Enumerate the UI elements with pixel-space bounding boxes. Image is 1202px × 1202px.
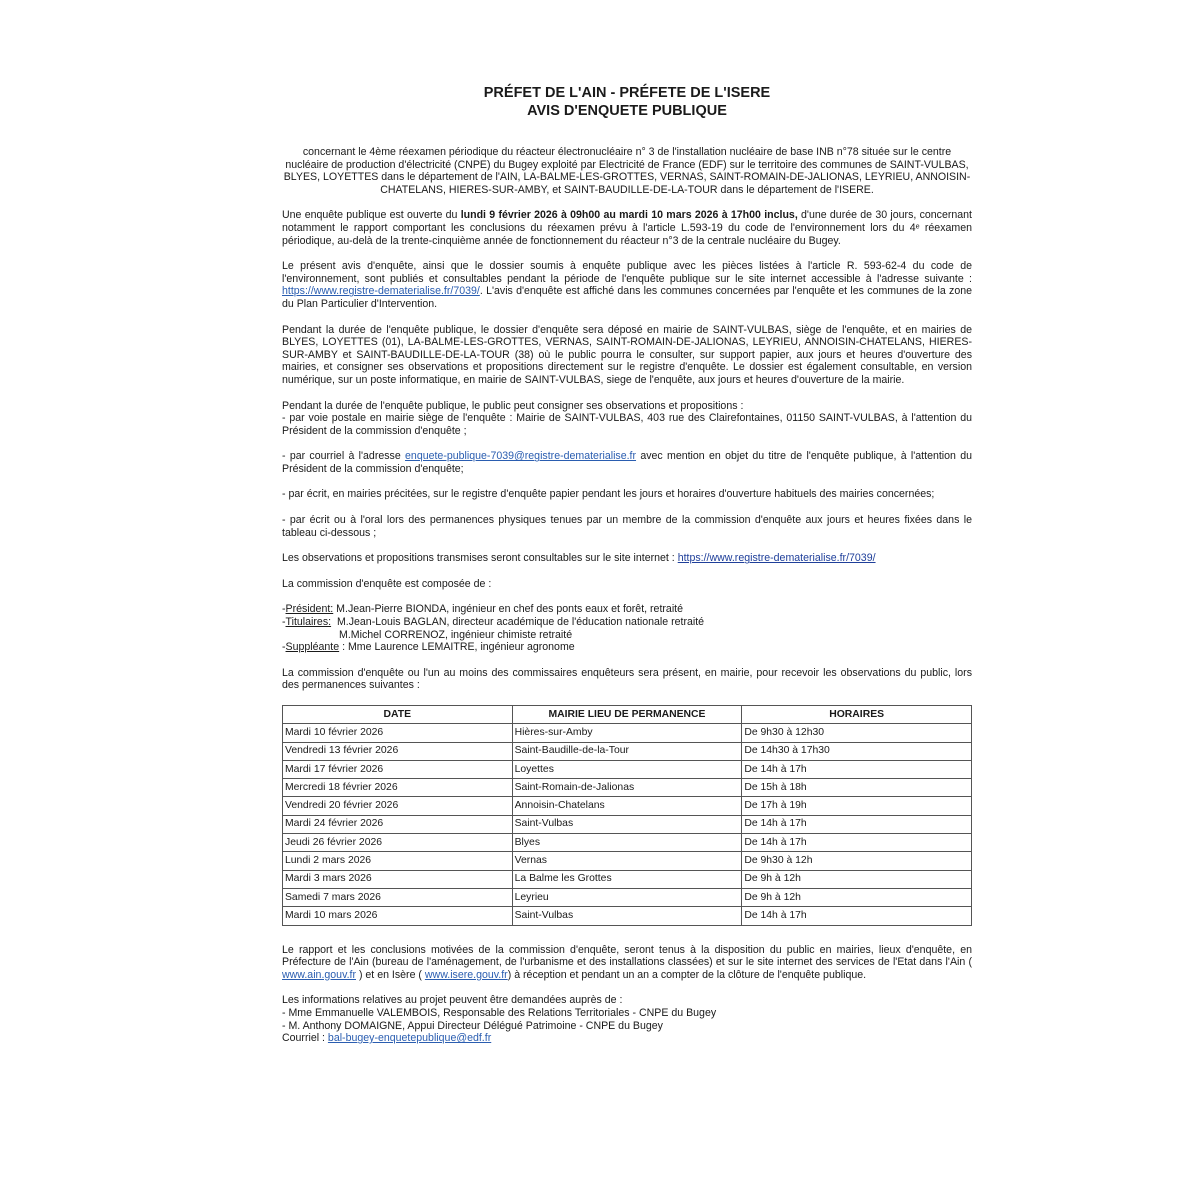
contacts-intro: Les informations relatives au projet peuvent être demandées auprès de : [282, 994, 623, 1007]
notice-title: AVIS D'ENQUETE PUBLIQUE [527, 103, 727, 119]
observations-intro: Pendant la durée de l'enquête publique, le public peut consigner ses observations et propositions : [282, 399, 744, 412]
cell-horaires: De 14h à 17h [742, 815, 972, 833]
table-row [283, 724, 972, 742]
cell-mairie: Loyettes [512, 760, 742, 778]
cell-horaires: De 9h à 12h [742, 870, 972, 888]
email-link[interactable]: enquete-publique-7039@registre-dematerialise.fr [405, 450, 637, 463]
table-row [283, 907, 972, 925]
table-row [283, 779, 972, 797]
commission-members [282, 603, 972, 653]
cell-mairie: Vernas [512, 852, 742, 870]
table-row [283, 797, 972, 815]
opening-dates: lundi 9 février 2026 à 09h00 au mardi 10 mars 2026 à 17h00 inclus, [460, 209, 798, 222]
cell-mairie: Saint-Vulbas [512, 907, 742, 925]
opening-text: Une enquête publique est ouverte du [282, 209, 461, 222]
permanences-table [282, 705, 972, 926]
cell-mairie: Saint-Vulbas [512, 815, 742, 833]
report-text-middle: ) et en Isère ( [356, 968, 425, 981]
column-header-date: DATE [283, 706, 513, 724]
table-row [283, 815, 972, 833]
suppleante-line: -Suppléante : Mme Laurence LEMAITRE, ingénieur agronome [282, 641, 575, 654]
contact-2: - M. Anthony DOMAIGNE, Appui Directeur Délégué Patrimoine - CNPE du Bugey [282, 1019, 663, 1032]
cell-mairie: Blyes [512, 834, 742, 852]
column-header-mairie: MAIRIE LIEU DE PERMANENCE [512, 706, 742, 724]
suppleante-label: Suppléante [285, 641, 340, 654]
cell-date: Mardi 10 mars 2026 [283, 907, 513, 925]
notice-page [282, 84, 972, 1045]
email-text-end: avec mention en objet du titre de l'enquête publique, à l'attention du Président de la commission d'enquête; [282, 450, 973, 475]
prefect-title: PRÉFET DE L'AIN - PRÉFETE DE L'ISERE [483, 85, 771, 101]
cell-date: Lundi 2 mars 2026 [283, 852, 513, 870]
table-row [283, 852, 972, 870]
contact-mail-line [282, 1032, 972, 1045]
cell-date: Vendredi 20 février 2026 [283, 797, 513, 815]
cell-mairie: Leyrieu [512, 888, 742, 906]
report-paragraph [282, 944, 972, 982]
titulaire-line: -Titulaires: M.Jean-Louis BAGLAN, directeur académique de l'éducation nationale retraité [282, 616, 705, 629]
cell-mairie: Hières-sur-Amby [512, 724, 742, 742]
deposit-paragraph: Pendant la durée de l'enquête publique, le dossier d'enquête sera déposé en mairie de SAINT-VULBAS, siège de l'enquête, et en mairies de BLYES, LOYETTES (01), LA-BALME-LES-GROTTES, VERNAS, SAINT-ROMAIN-DE-JALIONAS, LEYRIEU, ANNOISIN-CHATELANS, HIERES-SUR-AMBY et SAINT-BAUDILLE-DE-LA-TOUR (38) où le public pourra le consulter, sur support papier, aux jours et heures d'ouverture des mairies, et consigner ses observations et propositions directement sur le registre d'enquête. Le dossier est également consultable, en version numérique, sur un poste informatique, en mairie de SAINT-VULBAS, siege de l'enquête, aux jours et heures d'ouverture de la mairie. [282, 323, 972, 386]
president-name: M.Jean-Pierre BIONDA, ingénieur en chef des ponts eaux et forêt, retraité [333, 603, 684, 616]
mail-label: Courriel : [282, 1032, 328, 1045]
contact-1: - Mme Emmanuelle VALEMBOIS, Responsable des Relations Territoriales - CNPE du Bugey [282, 1006, 717, 1019]
table-row [283, 888, 972, 906]
registre-link[interactable]: https://www.registre-dematerialise.fr/7039/ [282, 285, 480, 298]
observation-written: - par écrit, en mairies précitées, sur le registre d'enquête papier pendant les jours et horaires d'ouverture habituels des mairies concernées; [282, 488, 935, 501]
observation-consult [282, 552, 972, 565]
cell-date: Mardi 10 février 2026 [283, 724, 513, 742]
titulaire-1: M.Jean-Louis BAGLAN, directeur académique de l'éducation nationale retraité [331, 616, 705, 629]
titulaires-label: Titulaires: [285, 616, 332, 629]
observation-email [282, 450, 972, 475]
table-row [283, 834, 972, 852]
publication-text: Le présent avis d'enquête, ainsi que le dossier soumis à enquête publique avec les pièces listées à l'article R. 593-62-4 du code de l'environnement, sont publiés et consultables pendant la période de l'enquête publique sur le site internet accessible à l'adresse suivante : [282, 260, 972, 285]
email-text: - par courriel à l'adresse [282, 450, 406, 463]
cell-date: Jeudi 26 février 2026 [283, 834, 513, 852]
contacts-block [282, 994, 972, 1044]
contact-email-link[interactable]: bal-bugey-enquetepublique@edf.fr [327, 1032, 492, 1045]
observation-oral: - par écrit ou à l'oral lors des permanences physiques tenues par un membre de la commission d'enquête aux jours et heures fixées dans le tableau ci-dessous ; [282, 514, 972, 539]
cell-horaires: De 14h à 17h [742, 907, 972, 925]
cell-horaires: De 14h30 à 17h30 [742, 742, 972, 760]
cell-horaires: De 14h à 17h [742, 760, 972, 778]
president-label: Président: [285, 603, 334, 616]
publication-text-end: . L'avis d'enquête est affiché dans les communes concernées par l'enquête et les communes de la zone du Plan Particulier d'Intervention. [282, 285, 972, 310]
cell-date: Mardi 3 mars 2026 [283, 870, 513, 888]
cell-mairie: Annoisin-Chatelans [512, 797, 742, 815]
ain-gouv-link[interactable]: www.ain.gouv.fr [282, 968, 356, 981]
table-row [283, 742, 972, 760]
cell-horaires: De 9h à 12h [742, 888, 972, 906]
opening-paragraph [282, 209, 972, 247]
cell-horaires: De 14h à 17h [742, 834, 972, 852]
cell-horaires: De 15h à 18h [742, 779, 972, 797]
intro-paragraph: concernant le 4ème réexamen périodique du réacteur électronucléaire n° 3 de l'installation nucléaire de base INB n°78 située sur le centre nucléaire de production d'électricité (CNPE) du Bugey exploité par Electricité de France (EDF) sur le territoire des communes de SAINT-VULBAS, BLYES, LOYETTES dans le département de l'AIN, LA-BALME-LES-GROTTES, VERNAS, SAINT-ROMAIN-DE-JALIONAS, LEYRIEU, ANNOISIN-CHATELANS, HIERES-SUR-AMBY, et SAINT-BAUDILLE-DE-LA-TOUR dans le département de l'ISERE. [283, 146, 971, 196]
table-header-row [283, 706, 972, 724]
opening-text-end: d'une durée de 30 jours, concernant notamment le rapport comportant les conclusions du réexamen prévu à l'article L.593-19 du code de l'environnement lors du 4ᵉ réexamen périodique, au-delà de la trente-cinquième année de fonctionnement du réacteur n°3 de la centrale nucléaire du Bugey. [282, 209, 972, 247]
isere-gouv-link[interactable]: www.isere.gouv.fr [424, 968, 508, 981]
column-header-horaires: HORAIRES [742, 706, 972, 724]
consult-link[interactable]: https://www.registre-dematerialise.fr/7039/ [677, 552, 876, 565]
commission-intro: La commission d'enquête est composée de : [282, 577, 492, 590]
cell-date: Mardi 24 février 2026 [283, 815, 513, 833]
cell-horaires: De 9h30 à 12h30 [742, 724, 972, 742]
cell-horaires: De 9h30 à 12h [742, 852, 972, 870]
titulaire-2: M.Michel CORRENOZ, ingénieur chimiste retraité [339, 628, 573, 641]
cell-date: Vendredi 13 février 2026 [283, 742, 513, 760]
cell-mairie: La Balme les Grottes [512, 870, 742, 888]
table-row [283, 870, 972, 888]
cell-horaires: De 17h à 19h [742, 797, 972, 815]
cell-mairie: Saint-Baudille-de-la-Tour [512, 742, 742, 760]
consult-text: Les observations et propositions transmises seront consultables sur le site internet : [282, 552, 678, 565]
permanences-intro: La commission d'enquête ou l'un au moins des commissaires enquêteurs sera présent, en mairie, pour recevoir les observations du public, lors des permanences suivantes : [282, 666, 972, 692]
cell-mairie: Saint-Romain-de-Jalionas [512, 779, 742, 797]
cell-date: Mardi 17 février 2026 [283, 760, 513, 778]
publication-paragraph [282, 260, 972, 310]
observation-postal: - par voie postale en mairie siège de l'enquête : Mairie de SAINT-VULBAS, 403 rue des Clairefontaines, 01150 SAINT-VULBAS, à l'attention du Président de la commission d'enquête ; [282, 412, 972, 437]
report-text-end: ) à réception et pendant un an a compter de la clôture de l'enquête publique. [507, 968, 867, 981]
report-text: Le rapport et les conclusions motivées de la commission d'enquête, seront tenus à la disposition du public en mairies, lieux d'enquête, en Préfecture de l'Ain (bureau de l'aménagement, de l'urbanisme et des installations classées) et sur le site internet des services de l'Etat dans l'Ain ( [282, 943, 972, 969]
suppleante-name: : Mme Laurence LEMAITRE, ingénieur agronome [339, 641, 575, 654]
cell-date: Mercredi 18 février 2026 [283, 779, 513, 797]
president-line: -Président: M.Jean-Pierre BIONDA, ingénieur en chef des ponts eaux et forêt, retraité [282, 603, 684, 616]
cell-date: Samedi 7 mars 2026 [283, 888, 513, 906]
table-row [283, 760, 972, 778]
